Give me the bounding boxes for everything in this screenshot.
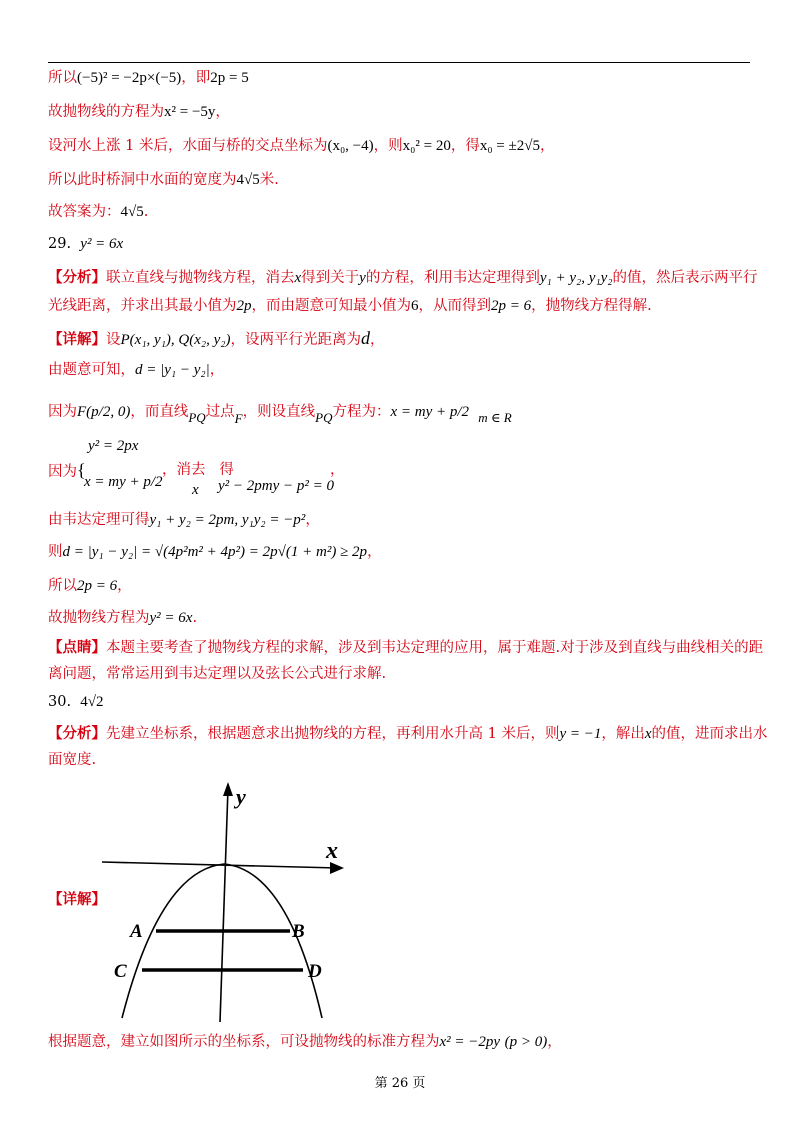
math: x = my + p/2 [84, 474, 163, 490]
math: x [192, 482, 199, 498]
point-B-label: B [292, 921, 305, 942]
text: 所以 [48, 578, 77, 594]
text: 离问题，常常运用到韦达定理以及弦长公式进行求解. [48, 666, 387, 682]
math: d = |y₁ − y₂| [135, 362, 210, 378]
text: 30. [48, 694, 72, 710]
detail-line [48, 402, 512, 426]
text: 米. [259, 172, 279, 188]
detail-line [48, 328, 384, 350]
math: y² = 6x [149, 610, 193, 626]
math: x² = −5y [164, 104, 216, 120]
text: ，得 [450, 138, 480, 154]
text: 故抛物线方程为 [48, 610, 150, 626]
math: y² = 2px [88, 438, 139, 454]
text: 由题意可知， [48, 362, 135, 378]
section-tag: 【详解】 [48, 331, 106, 348]
math: 6 [411, 298, 419, 314]
text: ，抛物线方程得解. [531, 298, 652, 314]
text: ，则 [373, 138, 403, 154]
detail-line [48, 608, 197, 628]
math: 4√2 [80, 694, 104, 710]
detail-line [48, 510, 320, 530]
text: 的值，进而求出水 [651, 726, 768, 742]
detail-line [48, 576, 132, 596]
text: ，即 [181, 70, 211, 86]
comment-line [48, 638, 763, 658]
y-axis [220, 788, 228, 1022]
text-line [48, 102, 230, 122]
math: y² = 6x [80, 236, 124, 252]
math: m ∈ R [478, 410, 512, 425]
y-axis-label: y [236, 784, 246, 809]
page-footer: 第 26 页 [374, 1076, 426, 1091]
text: ， [539, 138, 555, 154]
text-line [48, 68, 249, 88]
math: (x₀, −4) [327, 138, 374, 154]
math: 2p = 6 [77, 578, 118, 594]
text: 由韦达定理可得 [48, 512, 150, 528]
point-A-label: A [130, 921, 143, 942]
math: d [360, 328, 370, 348]
text: 得到关于 [301, 270, 360, 286]
math: x₀ = ±2√5 [479, 138, 540, 154]
math: 2p = 5 [210, 70, 249, 86]
text: 故抛物线的方程为 [48, 104, 164, 120]
question-number [48, 692, 104, 712]
math: 4√5 [120, 204, 144, 220]
text-line [48, 136, 554, 156]
math: x² = −2py [439, 1034, 501, 1050]
text: ，消去 [162, 462, 206, 478]
text: 设河水上涨 1 米后，水面与桥的交点坐标为 [48, 138, 328, 154]
math: y = −1 [559, 726, 602, 742]
text: ， [305, 512, 320, 528]
math: F [234, 411, 243, 426]
math: d = |y₁ − y₂| = √(4p²m² + 4p²) = 2p√(1 + m²) ≥ 2p [62, 544, 368, 560]
x-axis-label: x [326, 838, 338, 864]
detail-line [48, 360, 224, 380]
text: ， [547, 1034, 562, 1050]
point-D-label: D [308, 961, 322, 982]
math: x [644, 726, 652, 742]
text: 所以此时桥洞中水面的宽度为 [48, 172, 237, 188]
text: 面宽度. [48, 752, 97, 768]
question-number [48, 234, 123, 254]
math: 4√5 [236, 172, 260, 188]
text-line [48, 202, 148, 222]
analysis-line [48, 750, 96, 770]
text: ，设两平行光距离为 [230, 332, 361, 348]
text: ，而由题意可知最小值为 [251, 298, 411, 314]
analysis-line [48, 268, 757, 288]
text: 联立直线与抛物线方程，消去 [106, 270, 295, 286]
section-tag: 【分析】 [48, 269, 106, 286]
text: ，则设直线 [242, 404, 316, 420]
text: 设 [106, 332, 121, 348]
point-C-label: C [114, 961, 127, 982]
text: ， [330, 462, 345, 478]
math: y₁ + y₂, y₁y₂ [539, 270, 613, 286]
equation-system-bottom [84, 472, 163, 492]
text: ，而直线 [130, 404, 189, 420]
text: 的值，然后表示两平行 [612, 270, 758, 286]
text: 的方程，利用韦达定理得到 [365, 270, 540, 286]
header-rule [48, 62, 750, 63]
text: ， [117, 578, 132, 594]
text: ，从而得到 [418, 298, 491, 314]
analysis-line [48, 296, 652, 316]
math: x = my + p/2 [390, 404, 470, 420]
text: 因为 [48, 404, 77, 420]
text: 根据题意，建立如图所示的坐标系，可设抛物线的标准方程为 [48, 1034, 440, 1050]
text: 故答案为： [48, 204, 121, 220]
comment-line [48, 664, 386, 684]
text: ， [215, 104, 230, 120]
math: F(p/2, 0) [77, 404, 131, 420]
text: 方程为： [332, 404, 391, 420]
text: ，解出 [601, 726, 645, 742]
text: 所以 [48, 70, 77, 86]
section-tag: 【点睛】 [48, 639, 106, 656]
detail-line [48, 542, 382, 562]
section-tag: 【详解】 [48, 891, 106, 908]
detail-line [48, 1032, 562, 1052]
text: 得 [219, 462, 234, 478]
quadratic [218, 476, 334, 496]
section-tag: 【分析】 [48, 725, 106, 742]
text: . [143, 204, 149, 220]
math: y² − 2pmy − p² = 0 [218, 478, 335, 494]
text: ， [209, 362, 225, 378]
math: y [359, 270, 366, 286]
text: 本题主要考查了抛物线方程的求解，涉及到韦达定理的应用，属于难题.对于涉及到直线与曲线相关的距 [106, 640, 764, 656]
math: x₀² = 20 [402, 138, 451, 154]
math: (p > 0) [504, 1034, 548, 1050]
text: . [192, 610, 198, 626]
text: 29. [48, 236, 72, 252]
analysis-line [48, 724, 768, 744]
y-axis-arrow-icon [223, 782, 233, 796]
text: 则 [48, 544, 63, 560]
text: 先建立坐标系，根据题意求出抛物线的方程，再利用水升高 1 米后，则 [106, 726, 560, 742]
text: ， [369, 332, 385, 348]
math: P(x₁, y₁), Q(x₂, y₂) [120, 332, 231, 348]
text: 因为 [48, 464, 77, 480]
math: 2p = 6 [491, 298, 532, 314]
math: x [294, 270, 302, 286]
text [330, 460, 345, 480]
equation-system-top [88, 436, 138, 456]
text-line [48, 170, 279, 190]
parabola-figure [100, 780, 360, 1022]
text: 过点 [205, 404, 235, 420]
detail-line [48, 890, 106, 910]
eliminated-var [192, 480, 199, 500]
math: (−5)² = −2p×(−5) [77, 70, 182, 86]
math: y₁ + y₂ = 2pm, y₁y₂ = −p² [149, 512, 306, 528]
brace-icon: { [77, 460, 86, 480]
math: 2p [236, 298, 252, 314]
text: ， [367, 544, 382, 560]
math: PQ [315, 410, 333, 425]
math: PQ [188, 410, 206, 425]
text: 光线距离，并求出其最小值为 [48, 298, 237, 314]
detail-line [48, 460, 86, 482]
